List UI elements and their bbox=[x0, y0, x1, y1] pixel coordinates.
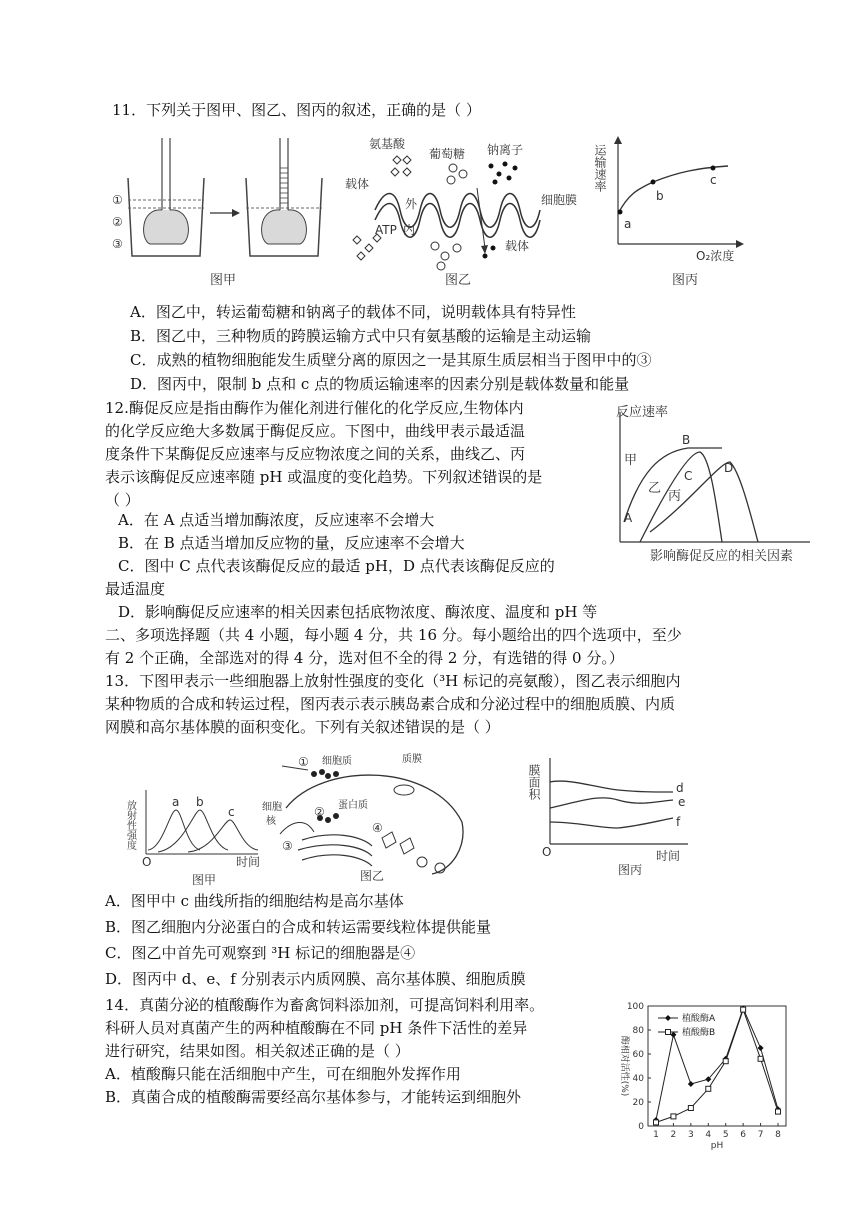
q13-figure-bing bbox=[528, 752, 698, 882]
y-tick-label: 20 bbox=[632, 1098, 644, 1108]
point-b bbox=[688, 1106, 693, 1111]
q13-bing-f: f bbox=[676, 815, 681, 829]
q13-jia-a: a bbox=[172, 795, 180, 809]
q13-yi-cytoplasm: 细胞质 bbox=[322, 756, 352, 767]
q13-option-c[interactable]: C．图乙中首先可观察到 ³H 标记的细胞器是④ bbox=[105, 944, 416, 962]
q12-line-2: 的化学反应绝大多数属于酶促反应。下图中，曲线甲表示最适温 bbox=[105, 422, 526, 440]
point-a bbox=[688, 1081, 694, 1087]
outside-label: 外 bbox=[405, 197, 418, 211]
q12-point-b: B bbox=[682, 433, 691, 447]
q12-ylabel: 反应速率 bbox=[616, 405, 669, 420]
carrier-left-label: 载体 bbox=[345, 177, 370, 191]
q13-yi-nucleus1: 细胞 bbox=[262, 802, 282, 813]
legend-marker-a bbox=[665, 1015, 671, 1021]
q11-figure-jia bbox=[110, 138, 325, 288]
q13-line-2: 某种物质的合成和转运过程，图丙表示表示胰岛素合成和分泌过程中的细胞质膜、内质 bbox=[105, 695, 676, 713]
x-tick-label: 5 bbox=[722, 1130, 729, 1140]
caption-bing: 图丙 bbox=[672, 273, 699, 288]
x-tick-label: 1 bbox=[653, 1130, 659, 1140]
q12-option-d[interactable]: D．影响酶促反应速率的相关因素包括底物浓度、酶浓度、温度和 pH 等 bbox=[118, 603, 598, 621]
legend-label-a: 植酸酶A bbox=[682, 1014, 716, 1024]
q12-point-c: C bbox=[684, 469, 693, 483]
q13-yi-nucleus2: 核 bbox=[266, 816, 276, 827]
q13-caption-yi: 图乙 bbox=[360, 869, 385, 883]
point-c: c bbox=[710, 173, 717, 187]
point-b bbox=[654, 1120, 659, 1125]
x-tick-label: 6 bbox=[740, 1130, 747, 1140]
q12-option-b[interactable]: B．在 B 点适当增加反应物的量，反应速率不会增大 bbox=[118, 534, 465, 552]
q13-caption-bing: 图丙 bbox=[618, 863, 643, 877]
y-tick-label: 40 bbox=[632, 1074, 644, 1084]
y-tick-label: 80 bbox=[632, 1026, 644, 1036]
legend-label-b: 植酸酶B bbox=[682, 1028, 716, 1038]
q11-option-d[interactable]: D．图丙中，限制 b 点和 c 点的物质运输速率的因素分别是载体数量和能量 bbox=[130, 375, 630, 393]
point-b bbox=[671, 1114, 676, 1119]
q13-bing-d: d bbox=[676, 781, 684, 795]
y-tick-label: 100 bbox=[626, 1002, 644, 1012]
q13-jia-xlabel: 时间 bbox=[236, 855, 261, 869]
y-tick-label: 60 bbox=[632, 1050, 644, 1060]
q11-figure-yi bbox=[345, 138, 585, 288]
atp-label: ATP bbox=[375, 223, 397, 237]
curve-jia: 甲 bbox=[624, 453, 638, 468]
q11-option-c[interactable]: C．成熟的植物细胞能发生质壁分离的原因之一是其原生质层相当于图甲中的③ bbox=[130, 351, 652, 369]
q13-yi-n2: ② bbox=[314, 805, 325, 819]
point-b bbox=[706, 1086, 711, 1091]
q13-yi-protein: 蛋白质 bbox=[338, 800, 368, 811]
q14-option-a[interactable]: A．植酸酶只能在活细胞中产生，可在细胞外发挥作用 bbox=[105, 1065, 461, 1083]
x-tick-label: 7 bbox=[757, 1130, 764, 1140]
q13-yi-membrane: 质膜 bbox=[402, 754, 422, 765]
q12-line-3: 度条件下某酶促反应速率与反应物浓度之间的关系，曲线乙、丙 bbox=[105, 445, 526, 463]
q13-option-b[interactable]: B．图乙细胞内分泌蛋白的合成和转运需要线粒体提供能量 bbox=[105, 918, 492, 936]
point-b: b bbox=[656, 189, 664, 203]
x-tick-label: 4 bbox=[705, 1130, 712, 1140]
q11-figure-bing bbox=[593, 134, 748, 288]
section2-line-1: 二、多项选择题（共 4 小题，每小题 4 分，共 16 分。每小题给出的四个选项中，至少 bbox=[105, 626, 682, 644]
x-tick-label: 3 bbox=[687, 1130, 694, 1140]
q13-bing-e: e bbox=[678, 795, 686, 809]
q11-option-b[interactable]: B．图乙中，三种物质的跨膜运输方式中只有氨基酸的运输是主动运输 bbox=[130, 327, 592, 345]
x-tick-label: 2 bbox=[670, 1130, 677, 1140]
q13-figure-yi bbox=[262, 752, 477, 882]
bing-xlabel: O₂浓度 bbox=[696, 249, 735, 263]
marker-1: ① bbox=[112, 193, 123, 207]
inside-label: 内 bbox=[403, 223, 416, 237]
curve-yi: 乙 bbox=[648, 481, 662, 496]
q13-option-a[interactable]: A．图甲中 c 曲线所指的细胞结构是高尔基体 bbox=[105, 892, 404, 910]
marker-2: ② bbox=[112, 215, 123, 229]
q13-jia-o: O bbox=[142, 855, 152, 869]
point-b bbox=[758, 1056, 763, 1061]
q13-caption-jia: 图甲 bbox=[192, 873, 217, 887]
q13-bing-ylabel: 膜面积 bbox=[527, 764, 541, 800]
point-a bbox=[670, 1032, 676, 1038]
q13-jia-ylabel: 放射性强度 bbox=[124, 800, 136, 850]
q13-yi-n4: ④ bbox=[372, 821, 383, 835]
q14-line-2: 科研人员对真菌产生的两种植酸酶在不同 pH 条件下活性的差异 bbox=[105, 1019, 528, 1037]
series-line-a bbox=[656, 1008, 778, 1120]
q13-option-d[interactable]: D．图丙中 d、e、f 分别表示内质网膜、高尔基体膜、细胞质膜 bbox=[105, 970, 526, 988]
carrier-right-label: 载体 bbox=[505, 239, 530, 253]
q12-option-a[interactable]: A．在 A 点适当增加酶浓度，反应速率不会增大 bbox=[118, 511, 435, 529]
q13-bing-o: O bbox=[542, 845, 552, 859]
q14-option-b[interactable]: B．真菌合成的植酸酶需要经高尔基体参与，才能转运到细胞外 bbox=[105, 1088, 522, 1106]
q12-line-4: 表示该酶促反应速率随 pH 或温度的变化趋势。下列叙述错误的是 bbox=[105, 468, 543, 486]
section2-line-2: 有 2 个正确，全部选对的得 4 分，选对但不全的得 2 分，有选错的得 0 分。） bbox=[105, 649, 624, 667]
membrane-label: 细胞膜 bbox=[541, 193, 578, 207]
q13-yi-n3: ③ bbox=[282, 839, 293, 853]
curve-bing: 丙 bbox=[668, 489, 682, 504]
point-b bbox=[741, 1007, 746, 1012]
q11-option-a[interactable]: A．图乙中，转运葡萄糖和钠离子的载体不同，说明载体具有特异性 bbox=[130, 303, 576, 321]
point-a bbox=[758, 1045, 764, 1051]
y-axis-label: 酶相对活性(%) bbox=[619, 1035, 629, 1097]
q12-figure bbox=[610, 402, 820, 574]
point-a: a bbox=[624, 217, 632, 231]
q12-line-5: （ ） bbox=[105, 491, 140, 509]
q13-jia-c: c bbox=[228, 805, 235, 819]
q12-xlabel: 影响酶促反应的相关因素 bbox=[650, 549, 794, 564]
q14-line-3: 进行研究，结果如图。相关叙述正确的是（ ） bbox=[105, 1042, 410, 1060]
point-b bbox=[723, 1059, 728, 1064]
q13-line-1: 13．下图甲表示一些细胞器上放射性强度的变化（³H 标记的亮氨酸），图乙表示细胞内 bbox=[105, 672, 681, 690]
q13-yi-n1: ① bbox=[298, 755, 309, 769]
glucose-label: 葡萄糖 bbox=[429, 147, 466, 161]
bing-ylabel: 运输速率 bbox=[593, 144, 607, 192]
legend-marker-b bbox=[666, 1030, 671, 1035]
q14-line-1: 14．真菌分泌的植酸酶作为畜禽饲料添加剂，可提高饲料利用率。 bbox=[105, 996, 545, 1014]
sodium-label: 钠离子 bbox=[487, 143, 524, 157]
x-axis-label: pH bbox=[710, 1141, 724, 1151]
q13-figure-jia bbox=[124, 770, 268, 890]
q12-point-a: A bbox=[624, 511, 633, 525]
point-b bbox=[776, 1109, 781, 1114]
q11-stem: 11．下列关于图甲、图乙、图丙的叙述，正确的是（ ） bbox=[112, 101, 481, 119]
ph-activity-chart bbox=[610, 996, 796, 1156]
caption-jia: 图甲 bbox=[210, 273, 237, 288]
marker-3: ③ bbox=[112, 237, 123, 251]
x-tick-label: 8 bbox=[775, 1130, 781, 1140]
q12-option-c[interactable]: C．图中 C 点代表该酶促反应的最适 pH，D 点代表该酶促反应的 bbox=[118, 557, 555, 575]
series-line-b bbox=[656, 1010, 778, 1123]
q13-line-3: 网膜和高尔基体膜的面积变化。下列有关叙述错误的是（ ） bbox=[105, 718, 500, 736]
q13-bing-xlabel: 时间 bbox=[656, 849, 681, 863]
q12-line-1: 12.酶促反应是指由酶作为催化剂进行催化的化学反应,生物体内 bbox=[105, 399, 524, 417]
caption-yi: 图乙 bbox=[445, 273, 472, 288]
y-tick-label: 0 bbox=[638, 1122, 644, 1132]
q12-option-c-cont: 最适温度 bbox=[105, 580, 166, 598]
q12-point-d: D bbox=[724, 461, 734, 475]
amino-acid-label: 氨基酸 bbox=[369, 137, 406, 151]
q13-jia-b: b bbox=[196, 795, 204, 809]
